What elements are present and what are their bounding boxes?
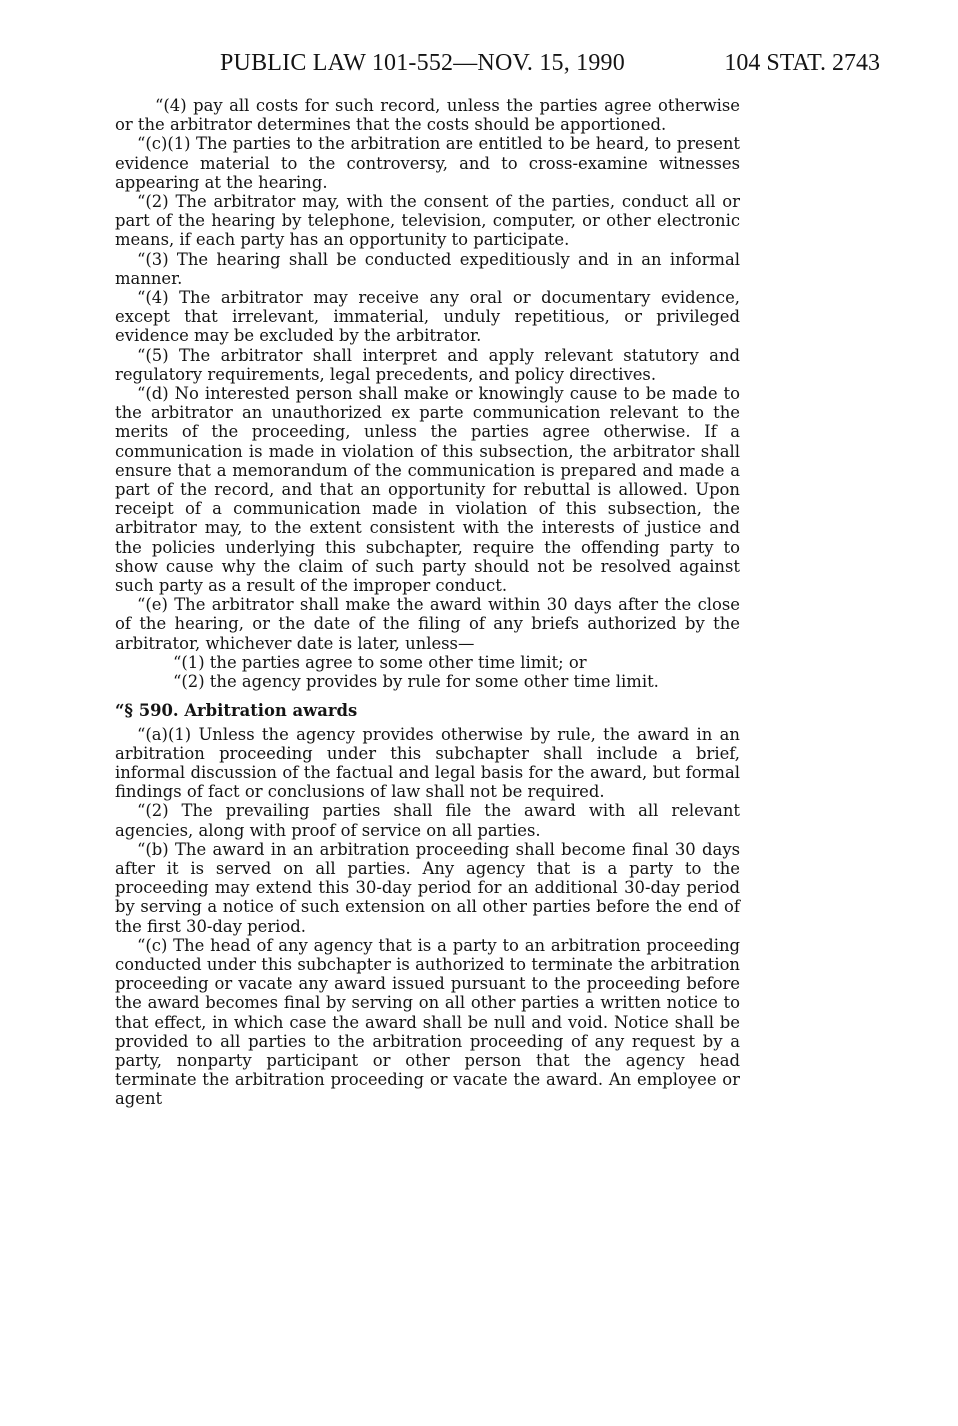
paragraph-e2: “(2) the agency provides by rule for some other time limit. [173, 672, 659, 692]
header-title: PUBLIC LAW 101-552—NOV. 15, 1990 [220, 50, 625, 76]
paragraph-c1: “(c)(1) The parties to the arbitration are entitled to be heard, to present evidence material to the controversy, and to cross-examine witnesses appearing at the hearing. [115, 134, 740, 192]
paragraph-e1: “(1) the parties agree to some other time limit; or [173, 652, 587, 672]
paragraph-d: “(d) No interested person shall make or knowingly cause to be made to the arbitrator an unauthorized ex parte communication relevant to the merits of the proceeding, unless the parties agree otherwise. If a communication is made in violation of this subsection, the arbitrator shall ensure that a memorandum of the communication is prepared and made a part of the record, and that an opportunity for rebuttal is allowed. Upon receipt of a communication made in violation of this subsection, the arbitrator may, to the extent consistent with the interests of justice and the policies underlying this subchapter, require the offending party to show cause why the claim of such party should not be resolved against such party as a result of the improper conduct. [115, 384, 740, 596]
header-statute-page: 104 STAT. 2743 [724, 50, 880, 76]
paragraph-b: “(b) The award in an arbitration proceeding shall become final 30 days after it is served on all parties. Any agency that is a party to the proceeding may extend this 30-day period for an additional 30-day period by serving a notice of such extension on all other parties before the end of the first 30-day period. [115, 839, 740, 936]
paragraph-c2: “(2) The arbitrator may, with the consent of the parties, conduct all or part of the hearing by telephone, television, computer, or other electronic means, if each party has an opportunity to participate. [115, 192, 740, 250]
paragraph-c4: “(4) The arbitrator may receive any oral or documentary evidence, except that irrelevant, immaterial, unduly repetitious, or privileged evidence may be excluded by the arbitrator. [115, 288, 740, 346]
paragraph-a1: “(a)(1) Unless the agency provides otherwise by rule, the award in an arbitration proceeding under this subchapter shall include a brief, informal discussion of the factual and legal basis for the award, but formal findings of fact or conclusions of law shall not be required. [115, 724, 740, 802]
paragraph-e: “(e) The arbitrator shall make the award within 30 days after the close of the hearing, or the date of the filing of any briefs authorized by the arbitrator, whichever date is later, unless— [115, 595, 740, 653]
paragraph-c5: “(5) The arbitrator shall interpret and apply relevant statutory and regulatory requirements, legal precedents, and policy directives. [115, 345, 740, 384]
body-text [115, 96, 740, 1109]
paragraph-c: “(c) The head of any agency that is a party to an arbitration proceeding conducted under this subchapter is authorized to terminate the arbitration proceeding or vacate any award issued pursuant to the proceeding before the award becomes final by serving on all other parties a written notice to that effect, in which case the award shall be null and void. Notice shall be provided to all parties to the arbitration proceeding of any request by a party, nonparty participant or other person that the agency head terminate the arbitration proceeding or vacate the award. An employee or agent [115, 935, 740, 1109]
paragraph-costs: “(4) pay all costs for such record, unless the parties agree otherwise or the arbitrator determines that the costs should be apportioned. [115, 96, 740, 135]
paragraph-a2: “(2) The prevailing parties shall file the award with all relevant agencies, along with proof of service on all parties. [115, 801, 740, 840]
running-header [220, 50, 880, 82]
section-heading: “§ 590. Arbitration awards [115, 701, 358, 721]
paragraph-c3: “(3) The hearing shall be conducted expeditiously and in an informal manner. [115, 249, 740, 288]
